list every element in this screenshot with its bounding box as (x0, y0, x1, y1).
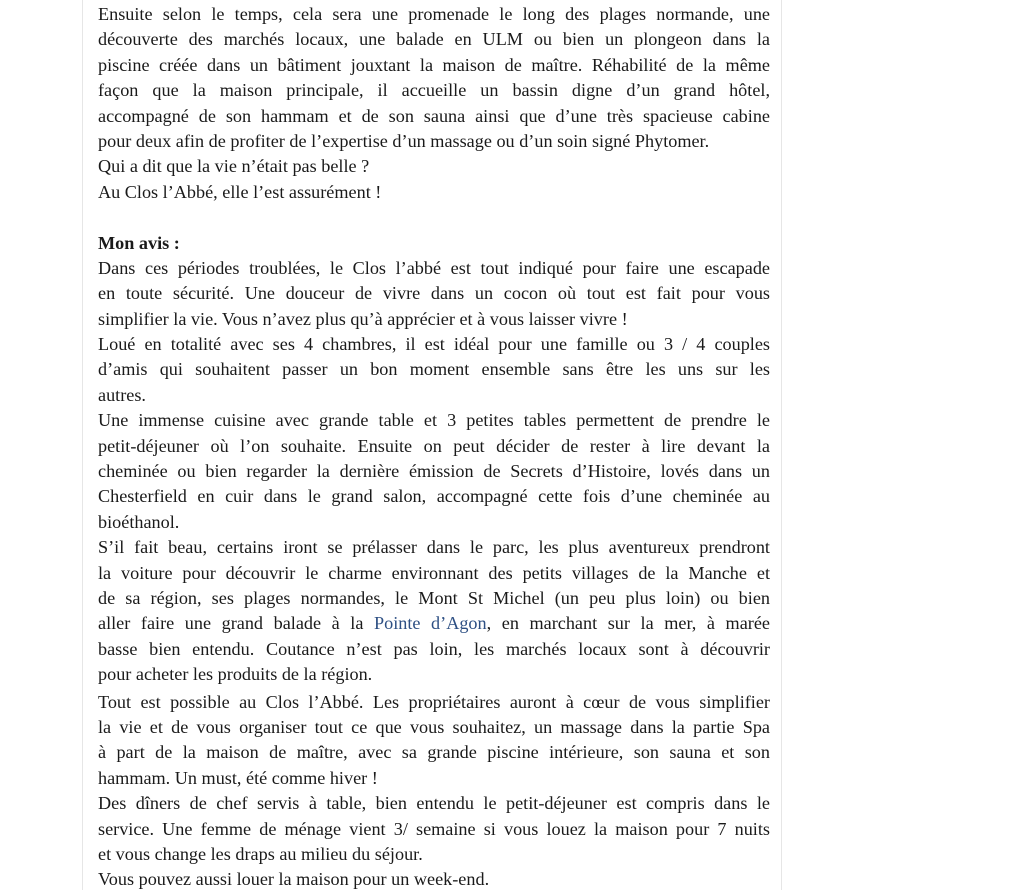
text-line: de sa région, ses plages normandes, le Mont St Michel (un peu plus loin) ou bien (98, 587, 770, 608)
pointe-dagon-link[interactable]: Pointe d’Agon (374, 613, 487, 634)
text-line: Une immense cuisine avec grande table et 3 petites tables permettent de prendre le (98, 410, 770, 431)
section-heading: Mon avis : (98, 232, 180, 253)
article-body (98, 2, 770, 893)
text-fragment: , en marchant sur la mer, à marée (486, 613, 770, 634)
text-line: piscine créée dans un bâtiment jouxtant la maison de maître. Réhabilité de la même (98, 54, 770, 75)
text-line: cheminée ou bien regarder la dernière émission de Secrets d’Histoire, lovés dans un (98, 461, 770, 482)
text-line: accompagné de son hammam et de son sauna ainsi que d’une très spacieuse cabine (98, 105, 770, 126)
text-line: bioéthanol. (98, 511, 180, 532)
text-line: la vie et de vous organiser tout ce que vous souhaitez, un massage dans la partie Spa (98, 716, 770, 737)
text-fragment: aller faire une grand balade à la (98, 613, 364, 634)
paragraph-5 (98, 690, 770, 792)
paragraph-7: Vous pouvez aussi louer la maison pour un week-end. (98, 869, 490, 890)
text-line: et vous change les draps au milieu du séjour. (98, 843, 423, 864)
text-line: Au Clos l’Abbé, elle l’est assurément ! (98, 181, 382, 202)
text-line: découverte des marchés locaux, une balade en ULM ou bien un plongeon dans la (98, 29, 770, 50)
text-line: Loué en totalité avec ses 4 chambres, il est idéal pour une famille ou 3 / 4 couples (98, 334, 770, 355)
paragraph-1 (98, 256, 770, 332)
text-line: service. Une femme de ménage vient 3/ semaine si vous louez la maison pour 7 nuits (98, 818, 770, 839)
text-line: autres. (98, 384, 146, 405)
paragraph-6 (98, 791, 770, 867)
text-line: la voiture pour découvrir le charme environnant des petits villages de la Manche et (98, 562, 770, 583)
paragraph-2 (98, 332, 770, 408)
paragraph-4 (98, 535, 770, 687)
text-line: d’amis qui souhaitent passer un bon moment ensemble sans être les uns sur les (98, 359, 770, 380)
text-line: pour deux afin de profiter de l’expertise d’un massage ou d’un soin signé Phytomer. (98, 130, 710, 151)
text-line: à part de la maison de maître, avec sa grande piscine intérieure, son sauna et son (98, 742, 770, 763)
text-line: Qui a dit que la vie n’était pas belle ? (98, 156, 370, 177)
text-line: basse bien entendu. Coutance n’est pas loin, les marchés locaux sont à découvrir (98, 638, 770, 659)
text-line: Ensuite selon le temps, cela sera une promenade le long des plages normande, une (98, 4, 770, 24)
text-line: façon que la maison principale, il accueille un bassin digne d’un grand hôtel, (98, 80, 770, 101)
text-line: pour acheter les produits de la région. (98, 664, 373, 685)
paragraph-3 (98, 408, 770, 535)
text-line: hammam. Un must, été comme hiver ! (98, 767, 378, 788)
text-line (98, 611, 770, 636)
text-line: Dans ces périodes troublées, le Clos l’abbé est tout indiqué pour faire une escapade (98, 257, 770, 278)
text-line: en toute sécurité. Une douceur de vivre dans un cocon où tout est fait pour vous (98, 283, 770, 304)
text-line: S’il fait beau, certains iront se prélasser dans le parc, les plus aventureux prendront (98, 537, 770, 558)
text-line: Tout est possible au Clos l’Abbé. Les propriétaires auront à cœur de vous simplifier (98, 691, 770, 712)
text-line: simplifier la vie. Vous n’avez plus qu’à apprécier et à vous laisser vivre ! (98, 308, 628, 329)
text-line: Chesterfield en cuir dans le grand salon, accompagné cette fois d’une cheminée au (98, 486, 770, 507)
text-line: Des dîners de chef servis à table, bien entendu le petit-déjeuner est compris dans le (98, 793, 770, 814)
text-line: petit-déjeuner où l’on souhaite. Ensuite on peut décider de rester à lire devant la (98, 435, 770, 456)
intro-paragraph (98, 2, 770, 205)
